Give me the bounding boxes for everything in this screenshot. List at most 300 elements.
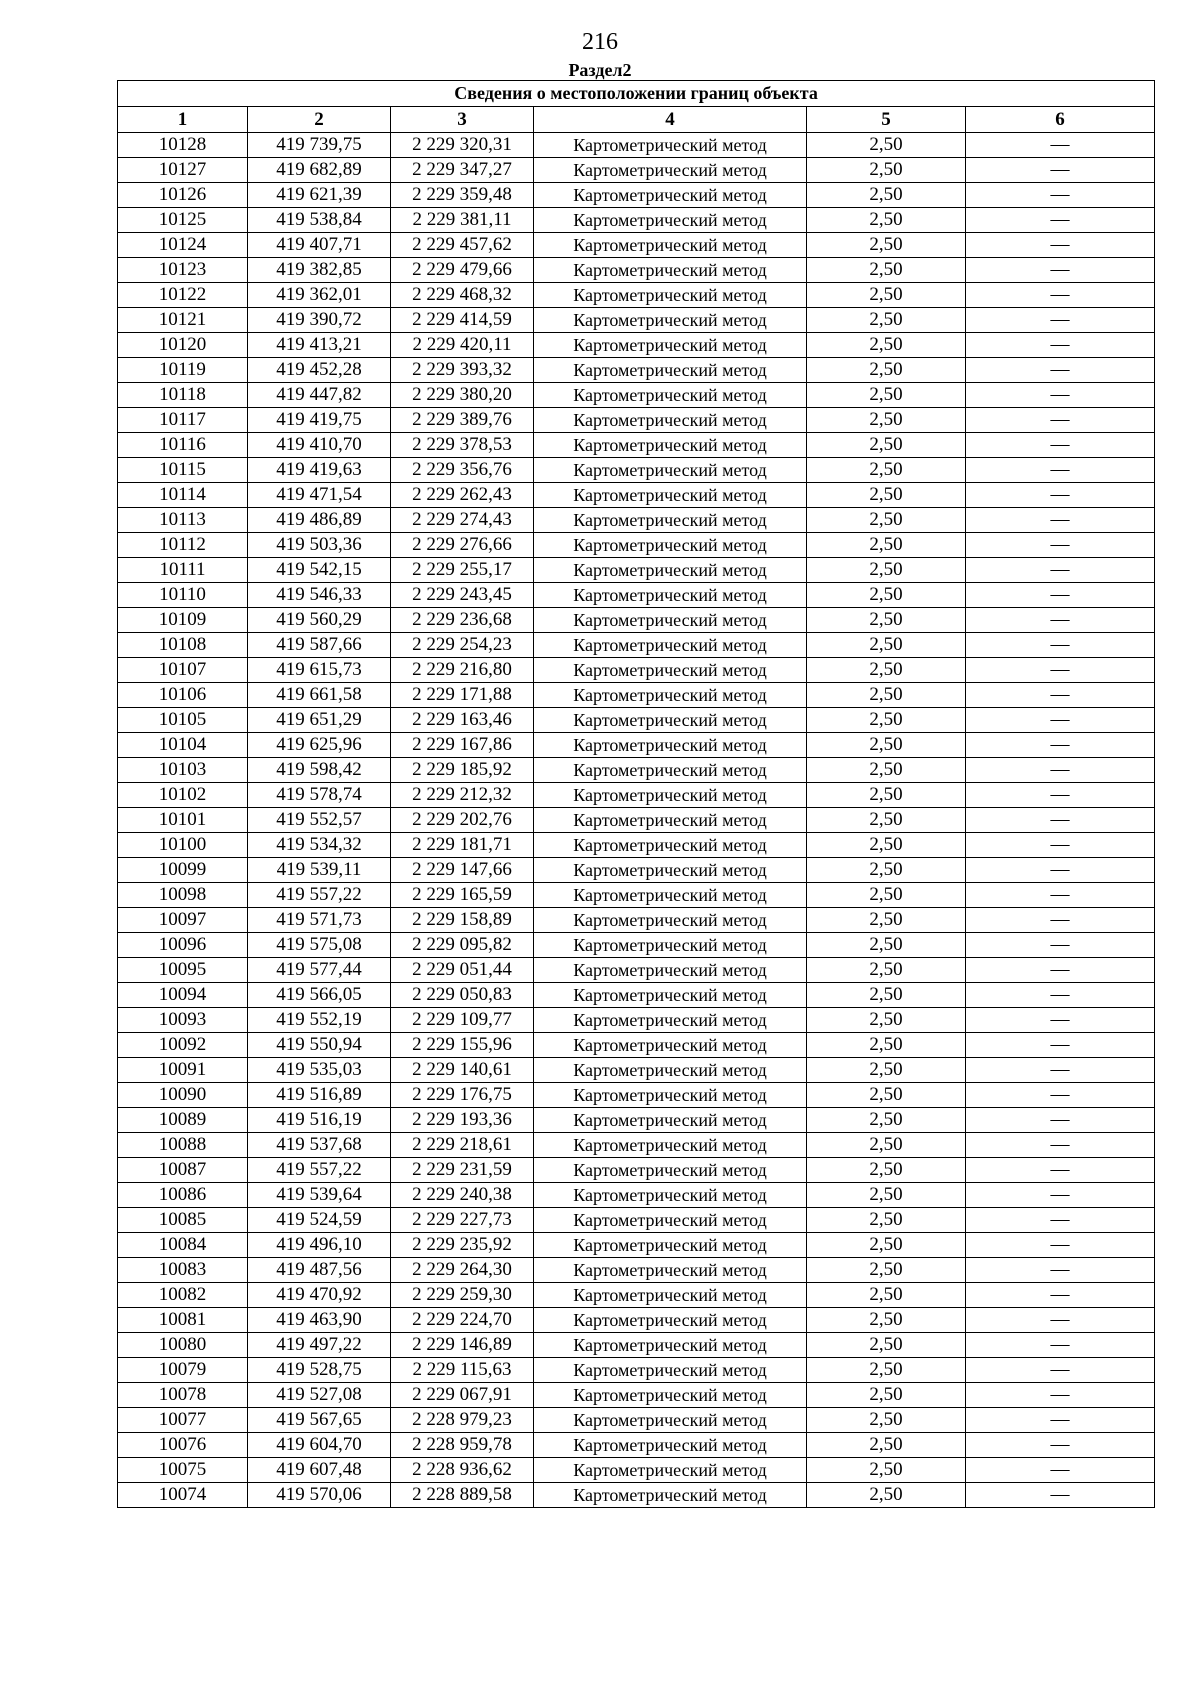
point-number-cell: 10086: [118, 1183, 248, 1208]
x-coordinate-cell: 419 539,64: [248, 1183, 391, 1208]
note-cell: —: [966, 1358, 1155, 1383]
y-coordinate-cell: 2 229 227,73: [391, 1208, 534, 1233]
accuracy-cell: 2,50: [807, 1433, 966, 1458]
note-cell: —: [966, 1458, 1155, 1483]
table-row: [118, 433, 1155, 458]
y-coordinate-cell: 2 229 359,48: [391, 183, 534, 208]
x-coordinate-cell: 419 497,22: [248, 1333, 391, 1358]
x-coordinate-cell: 419 471,54: [248, 483, 391, 508]
x-coordinate-cell: 419 552,57: [248, 808, 391, 833]
y-coordinate-cell: 2 229 320,31: [391, 133, 534, 158]
note-cell: —: [966, 533, 1155, 558]
x-coordinate-cell: 419 621,39: [248, 183, 391, 208]
point-number-cell: 10111: [118, 558, 248, 583]
point-number-cell: 10114: [118, 483, 248, 508]
x-coordinate-cell: 419 410,70: [248, 433, 391, 458]
x-coordinate-cell: 419 560,29: [248, 608, 391, 633]
method-cell: Картометрический метод: [534, 458, 807, 483]
note-cell: —: [966, 258, 1155, 283]
point-number-cell: 10088: [118, 1133, 248, 1158]
point-number-cell: 10089: [118, 1108, 248, 1133]
note-cell: —: [966, 608, 1155, 633]
table-row: [118, 158, 1155, 183]
y-coordinate-cell: 2 229 224,70: [391, 1308, 534, 1333]
accuracy-cell: 2,50: [807, 958, 966, 983]
table-row: [118, 1308, 1155, 1333]
accuracy-cell: 2,50: [807, 308, 966, 333]
note-cell: —: [966, 1108, 1155, 1133]
y-coordinate-cell: 2 229 457,62: [391, 233, 534, 258]
table-row: [118, 783, 1155, 808]
y-coordinate-cell: 2 229 155,96: [391, 1033, 534, 1058]
point-number-cell: 10126: [118, 183, 248, 208]
table-row: [118, 133, 1155, 158]
point-number-cell: 10102: [118, 783, 248, 808]
method-cell: Картометрический метод: [534, 433, 807, 458]
accuracy-cell: 2,50: [807, 508, 966, 533]
method-cell: Картометрический метод: [534, 708, 807, 733]
x-coordinate-cell: 419 661,58: [248, 683, 391, 708]
accuracy-cell: 2,50: [807, 133, 966, 158]
accuracy-cell: 2,50: [807, 1283, 966, 1308]
accuracy-cell: 2,50: [807, 633, 966, 658]
y-coordinate-cell: 2 229 276,66: [391, 533, 534, 558]
point-number-cell: 10117: [118, 408, 248, 433]
y-coordinate-cell: 2 229 381,11: [391, 208, 534, 233]
point-number-cell: 10097: [118, 908, 248, 933]
accuracy-cell: 2,50: [807, 1458, 966, 1483]
method-cell: Картометрический метод: [534, 608, 807, 633]
table-row: [118, 358, 1155, 383]
y-coordinate-cell: 2 229 140,61: [391, 1058, 534, 1083]
y-coordinate-cell: 2 229 240,38: [391, 1183, 534, 1208]
table-row: [118, 1108, 1155, 1133]
accuracy-cell: 2,50: [807, 1483, 966, 1508]
y-coordinate-cell: 2 229 262,43: [391, 483, 534, 508]
point-number-cell: 10110: [118, 583, 248, 608]
note-cell: —: [966, 333, 1155, 358]
y-coordinate-cell: 2 229 259,30: [391, 1283, 534, 1308]
point-number-cell: 10122: [118, 283, 248, 308]
x-coordinate-cell: 419 570,06: [248, 1483, 391, 1508]
table-row: [118, 1058, 1155, 1083]
accuracy-cell: 2,50: [807, 708, 966, 733]
method-cell: Картометрический метод: [534, 1183, 807, 1208]
x-coordinate-cell: 419 615,73: [248, 658, 391, 683]
y-coordinate-cell: 2 229 185,92: [391, 758, 534, 783]
point-number-cell: 10115: [118, 458, 248, 483]
table-row: [118, 1483, 1155, 1508]
y-coordinate-cell: 2 229 193,36: [391, 1108, 534, 1133]
note-cell: —: [966, 1408, 1155, 1433]
x-coordinate-cell: 419 413,21: [248, 333, 391, 358]
method-cell: Картометрический метод: [534, 1483, 807, 1508]
accuracy-cell: 2,50: [807, 1308, 966, 1333]
point-number-cell: 10119: [118, 358, 248, 383]
table-row: [118, 1083, 1155, 1108]
accuracy-cell: 2,50: [807, 383, 966, 408]
point-number-cell: 10116: [118, 433, 248, 458]
point-number-cell: 10105: [118, 708, 248, 733]
accuracy-cell: 2,50: [807, 1083, 966, 1108]
method-cell: Картометрический метод: [534, 1058, 807, 1083]
note-cell: —: [966, 1233, 1155, 1258]
point-number-cell: 10109: [118, 608, 248, 633]
table-row: [118, 1033, 1155, 1058]
note-cell: —: [966, 1083, 1155, 1108]
point-number-cell: 10125: [118, 208, 248, 233]
point-number-cell: 10113: [118, 508, 248, 533]
x-coordinate-cell: 419 575,08: [248, 933, 391, 958]
table-row: [118, 658, 1155, 683]
accuracy-cell: 2,50: [807, 1333, 966, 1358]
table-row: [118, 383, 1155, 408]
y-coordinate-cell: 2 229 165,59: [391, 883, 534, 908]
method-cell: Картометрический метод: [534, 1233, 807, 1258]
y-coordinate-cell: 2 229 146,89: [391, 1333, 534, 1358]
note-cell: —: [966, 733, 1155, 758]
method-cell: Картометрический метод: [534, 1433, 807, 1458]
table-row: [118, 558, 1155, 583]
note-cell: —: [966, 758, 1155, 783]
table-row: [118, 483, 1155, 508]
note-cell: —: [966, 583, 1155, 608]
y-coordinate-cell: 2 229 264,30: [391, 1258, 534, 1283]
table-row: [118, 333, 1155, 358]
accuracy-cell: 2,50: [807, 808, 966, 833]
y-coordinate-cell: 2 229 356,76: [391, 458, 534, 483]
point-number-cell: 10118: [118, 383, 248, 408]
y-coordinate-cell: 2 229 231,59: [391, 1158, 534, 1183]
point-number-cell: 10094: [118, 983, 248, 1008]
accuracy-cell: 2,50: [807, 358, 966, 383]
accuracy-cell: 2,50: [807, 858, 966, 883]
x-coordinate-cell: 419 486,89: [248, 508, 391, 533]
point-number-cell: 10112: [118, 533, 248, 558]
x-coordinate-cell: 419 419,63: [248, 458, 391, 483]
table-row: [118, 1458, 1155, 1483]
table-row: [118, 1133, 1155, 1158]
x-coordinate-cell: 419 587,66: [248, 633, 391, 658]
y-coordinate-cell: 2 229 380,20: [391, 383, 534, 408]
accuracy-cell: 2,50: [807, 733, 966, 758]
x-coordinate-cell: 419 552,19: [248, 1008, 391, 1033]
note-cell: —: [966, 983, 1155, 1008]
note-cell: —: [966, 558, 1155, 583]
accuracy-cell: 2,50: [807, 283, 966, 308]
x-coordinate-cell: 419 407,71: [248, 233, 391, 258]
x-coordinate-cell: 419 537,68: [248, 1133, 391, 1158]
y-coordinate-cell: 2 229 274,43: [391, 508, 534, 533]
table-row: [118, 833, 1155, 858]
y-coordinate-cell: 2 229 212,32: [391, 783, 534, 808]
point-number-cell: 10084: [118, 1233, 248, 1258]
table-row: [118, 758, 1155, 783]
y-coordinate-cell: 2 229 235,92: [391, 1233, 534, 1258]
point-number-cell: 10077: [118, 1408, 248, 1433]
table-row: [118, 233, 1155, 258]
method-cell: Картометрический метод: [534, 683, 807, 708]
y-coordinate-cell: 2 229 378,53: [391, 433, 534, 458]
method-cell: Картометрический метод: [534, 658, 807, 683]
x-coordinate-cell: 419 447,82: [248, 383, 391, 408]
accuracy-cell: 2,50: [807, 208, 966, 233]
x-coordinate-cell: 419 527,08: [248, 1383, 391, 1408]
table-row: [118, 408, 1155, 433]
accuracy-cell: 2,50: [807, 1358, 966, 1383]
point-number-cell: 10079: [118, 1358, 248, 1383]
point-number-cell: 10101: [118, 808, 248, 833]
x-coordinate-cell: 419 607,48: [248, 1458, 391, 1483]
x-coordinate-cell: 419 452,28: [248, 358, 391, 383]
method-cell: Картометрический метод: [534, 1033, 807, 1058]
x-coordinate-cell: 419 577,44: [248, 958, 391, 983]
note-cell: —: [966, 1183, 1155, 1208]
point-number-cell: 10107: [118, 658, 248, 683]
accuracy-cell: 2,50: [807, 833, 966, 858]
x-coordinate-cell: 419 651,29: [248, 708, 391, 733]
note-cell: —: [966, 183, 1155, 208]
note-cell: —: [966, 1308, 1155, 1333]
x-coordinate-cell: 419 516,89: [248, 1083, 391, 1108]
point-number-cell: 10096: [118, 933, 248, 958]
note-cell: —: [966, 1008, 1155, 1033]
method-cell: Картометрический метод: [534, 1333, 807, 1358]
method-cell: Картометрический метод: [534, 508, 807, 533]
method-cell: Картометрический метод: [534, 333, 807, 358]
table-row: [118, 858, 1155, 883]
note-cell: —: [966, 283, 1155, 308]
method-cell: Картометрический метод: [534, 833, 807, 858]
x-coordinate-cell: 419 528,75: [248, 1358, 391, 1383]
table-row: [118, 958, 1155, 983]
x-coordinate-cell: 419 535,03: [248, 1058, 391, 1083]
y-coordinate-cell: 2 229 050,83: [391, 983, 534, 1008]
table-row: [118, 683, 1155, 708]
accuracy-cell: 2,50: [807, 1258, 966, 1283]
point-number-cell: 10093: [118, 1008, 248, 1033]
point-number-cell: 10099: [118, 858, 248, 883]
method-cell: Картометрический метод: [534, 1133, 807, 1158]
method-cell: Картометрический метод: [534, 633, 807, 658]
method-cell: Картометрический метод: [534, 1283, 807, 1308]
table-row: [118, 308, 1155, 333]
y-coordinate-cell: 2 229 115,63: [391, 1358, 534, 1383]
note-cell: —: [966, 133, 1155, 158]
x-coordinate-cell: 419 567,65: [248, 1408, 391, 1433]
accuracy-cell: 2,50: [807, 658, 966, 683]
x-coordinate-cell: 419 557,22: [248, 883, 391, 908]
note-cell: —: [966, 1133, 1155, 1158]
y-coordinate-cell: 2 228 936,62: [391, 1458, 534, 1483]
method-cell: Картометрический метод: [534, 158, 807, 183]
accuracy-cell: 2,50: [807, 983, 966, 1008]
method-cell: Картометрический метод: [534, 1208, 807, 1233]
column-header: 5: [807, 107, 966, 133]
x-coordinate-cell: 419 470,92: [248, 1283, 391, 1308]
table-row: [118, 908, 1155, 933]
y-coordinate-cell: 2 229 181,71: [391, 833, 534, 858]
y-coordinate-cell: 2 229 176,75: [391, 1083, 534, 1108]
y-coordinate-cell: 2 229 243,45: [391, 583, 534, 608]
accuracy-cell: 2,50: [807, 683, 966, 708]
y-coordinate-cell: 2 229 347,27: [391, 158, 534, 183]
table-row: [118, 608, 1155, 633]
table-row: [118, 1433, 1155, 1458]
accuracy-cell: 2,50: [807, 1158, 966, 1183]
method-cell: Картометрический метод: [534, 808, 807, 833]
note-cell: —: [966, 308, 1155, 333]
table-row: [118, 508, 1155, 533]
point-number-cell: 10082: [118, 1283, 248, 1308]
point-number-cell: 10091: [118, 1058, 248, 1083]
method-cell: Картометрический метод: [534, 208, 807, 233]
note-cell: —: [966, 633, 1155, 658]
accuracy-cell: 2,50: [807, 1383, 966, 1408]
y-coordinate-cell: 2 228 959,78: [391, 1433, 534, 1458]
point-number-cell: 10075: [118, 1458, 248, 1483]
accuracy-cell: 2,50: [807, 1408, 966, 1433]
table-row: [118, 1258, 1155, 1283]
accuracy-cell: 2,50: [807, 458, 966, 483]
y-coordinate-cell: 2 229 236,68: [391, 608, 534, 633]
y-coordinate-cell: 2 229 393,32: [391, 358, 534, 383]
y-coordinate-cell: 2 229 167,86: [391, 733, 534, 758]
table-row: [118, 1408, 1155, 1433]
x-coordinate-cell: 419 625,96: [248, 733, 391, 758]
accuracy-cell: 2,50: [807, 783, 966, 808]
column-header: 1: [118, 107, 248, 133]
section-title: Раздел2: [568, 60, 632, 80]
x-coordinate-cell: 419 496,10: [248, 1233, 391, 1258]
point-number-cell: 10124: [118, 233, 248, 258]
x-coordinate-cell: 419 542,15: [248, 558, 391, 583]
accuracy-cell: 2,50: [807, 933, 966, 958]
table-row: [118, 258, 1155, 283]
accuracy-cell: 2,50: [807, 1108, 966, 1133]
table-row: [118, 183, 1155, 208]
y-coordinate-cell: 2 229 171,88: [391, 683, 534, 708]
point-number-cell: 10090: [118, 1083, 248, 1108]
point-number-cell: 10074: [118, 1483, 248, 1508]
accuracy-cell: 2,50: [807, 1233, 966, 1258]
note-cell: —: [966, 208, 1155, 233]
point-number-cell: 10095: [118, 958, 248, 983]
x-coordinate-cell: 419 557,22: [248, 1158, 391, 1183]
note-cell: —: [966, 1033, 1155, 1058]
accuracy-cell: 2,50: [807, 233, 966, 258]
x-coordinate-cell: 419 682,89: [248, 158, 391, 183]
accuracy-cell: 2,50: [807, 408, 966, 433]
accuracy-cell: 2,50: [807, 1208, 966, 1233]
method-cell: Картометрический метод: [534, 308, 807, 333]
note-cell: —: [966, 408, 1155, 433]
x-coordinate-cell: 419 739,75: [248, 133, 391, 158]
point-number-cell: 10127: [118, 158, 248, 183]
method-cell: Картометрический метод: [534, 1008, 807, 1033]
table-row: [118, 1283, 1155, 1308]
x-coordinate-cell: 419 571,73: [248, 908, 391, 933]
accuracy-cell: 2,50: [807, 1133, 966, 1158]
column-header: 3: [391, 107, 534, 133]
accuracy-cell: 2,50: [807, 258, 966, 283]
point-number-cell: 10106: [118, 683, 248, 708]
method-cell: Картометрический метод: [534, 133, 807, 158]
table-row: [118, 633, 1155, 658]
y-coordinate-cell: 2 228 889,58: [391, 1483, 534, 1508]
accuracy-cell: 2,50: [807, 1183, 966, 1208]
x-coordinate-cell: 419 578,74: [248, 783, 391, 808]
point-number-cell: 10080: [118, 1333, 248, 1358]
x-coordinate-cell: 419 604,70: [248, 1433, 391, 1458]
note-cell: —: [966, 1258, 1155, 1283]
y-coordinate-cell: 2 229 067,91: [391, 1383, 534, 1408]
method-cell: Картометрический метод: [534, 283, 807, 308]
y-coordinate-cell: 2 229 216,80: [391, 658, 534, 683]
accuracy-cell: 2,50: [807, 1008, 966, 1033]
method-cell: Картометрический метод: [534, 1083, 807, 1108]
accuracy-cell: 2,50: [807, 908, 966, 933]
table-row: [118, 983, 1155, 1008]
y-coordinate-cell: 2 229 479,66: [391, 258, 534, 283]
x-coordinate-cell: 419 550,94: [248, 1033, 391, 1058]
method-cell: Картометрический метод: [534, 1383, 807, 1408]
note-cell: —: [966, 658, 1155, 683]
method-cell: Картометрический метод: [534, 358, 807, 383]
method-cell: Картометрический метод: [534, 983, 807, 1008]
accuracy-cell: 2,50: [807, 558, 966, 583]
x-coordinate-cell: 419 516,19: [248, 1108, 391, 1133]
note-cell: —: [966, 1208, 1155, 1233]
note-cell: —: [966, 933, 1155, 958]
method-cell: Картометрический метод: [534, 858, 807, 883]
x-coordinate-cell: 419 463,90: [248, 1308, 391, 1333]
method-cell: Картометрический метод: [534, 1308, 807, 1333]
table-row: [118, 1358, 1155, 1383]
method-cell: Картометрический метод: [534, 258, 807, 283]
method-cell: Картометрический метод: [534, 183, 807, 208]
method-cell: Картометрический метод: [534, 1158, 807, 1183]
method-cell: Картометрический метод: [534, 233, 807, 258]
y-coordinate-cell: 2 229 109,77: [391, 1008, 534, 1033]
column-header: 4: [534, 107, 807, 133]
accuracy-cell: 2,50: [807, 158, 966, 183]
accuracy-cell: 2,50: [807, 333, 966, 358]
point-number-cell: 10128: [118, 133, 248, 158]
table-row: [118, 1208, 1155, 1233]
x-coordinate-cell: 419 524,59: [248, 1208, 391, 1233]
y-coordinate-cell: 2 229 095,82: [391, 933, 534, 958]
accuracy-cell: 2,50: [807, 883, 966, 908]
y-coordinate-cell: 2 229 389,76: [391, 408, 534, 433]
method-cell: Картометрический метод: [534, 558, 807, 583]
accuracy-cell: 2,50: [807, 758, 966, 783]
method-cell: Картометрический метод: [534, 483, 807, 508]
y-coordinate-cell: 2 229 420,11: [391, 333, 534, 358]
y-coordinate-cell: 2 229 163,46: [391, 708, 534, 733]
note-cell: —: [966, 233, 1155, 258]
table-row: [118, 733, 1155, 758]
method-cell: Картометрический метод: [534, 883, 807, 908]
note-cell: —: [966, 1333, 1155, 1358]
method-cell: Картометрический метод: [534, 758, 807, 783]
note-cell: —: [966, 1283, 1155, 1308]
y-coordinate-cell: 2 229 147,66: [391, 858, 534, 883]
x-coordinate-cell: 419 566,05: [248, 983, 391, 1008]
method-cell: Картометрический метод: [534, 1408, 807, 1433]
x-coordinate-cell: 419 362,01: [248, 283, 391, 308]
method-cell: Картометрический метод: [534, 958, 807, 983]
